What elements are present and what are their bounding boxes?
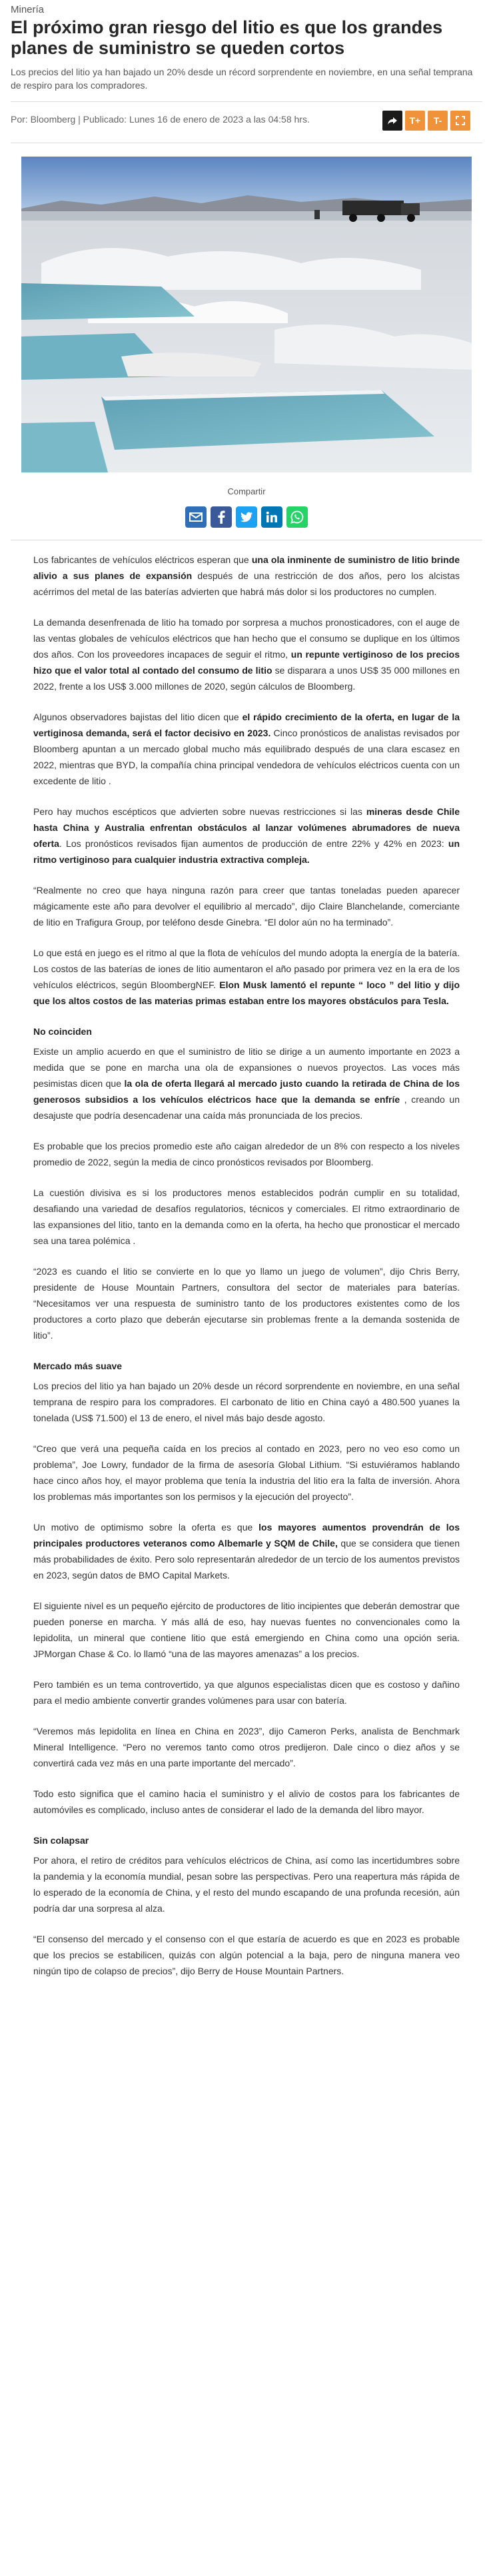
- article-paragraph: [33, 804, 460, 868]
- article-toolbar: [382, 111, 470, 131]
- text-run: “El consenso del mercado y el consenso con el que estaría de acuerdo es que en 2023 es probable que los precios se estabilicen, quizás con algún potencial a la baja, pero de ninguna manera veo ningún tipo de colapso de precios”, dijo Berry de House Mountain Partners.: [33, 1934, 460, 1976]
- article-paragraph: [33, 1852, 460, 1916]
- article-paragraph: [33, 1043, 460, 1123]
- bold-text: una ola inminente de suministro de litio brinde alivio a sus planes de expansión: [33, 554, 460, 581]
- article-body: [33, 552, 460, 1994]
- section-heading: Sin colapsar: [33, 1835, 89, 1846]
- twitter-icon[interactable]: [236, 506, 257, 528]
- section-label[interactable]: Minería: [11, 4, 45, 15]
- text-run: La demanda desenfrenada de litio ha tomado por sorpresa a muchos pronosticadores, con el auge de las ventas globales de vehículos eléctricos que han hecho que el consumo se duplique en los últimos dos años. Con los proveedores incapaces de seguir el ritmo,: [33, 617, 460, 660]
- text-run: Los precios del litio ya han bajado un 20% desde un récord sorprendente en noviembre, en una señal temprana de respiro para los compradores. El carbonato de litio en China cayó a 480.500 yuanes la tonelada (US$ 71.500) el 13 de enero, el nivel más bajo desde agosto.: [33, 1381, 460, 1423]
- hero-image: [21, 157, 472, 472]
- text-run: después de una restricción de dos años, pero los alcistas acérrimos del metal de las baterías advierten que habrá más dolor si los productores no cumplen.: [33, 570, 460, 597]
- article-paragraph: [33, 945, 460, 1009]
- text-run: “Realmente no creo que haya ninguna razón para creer que tantas toneladas pueden aparecer mágicamente este año para devolver el equilibrio al mercado”, dijo Claire Blanchelande, comerciante de litio en Trafigura Group, por teléfono desde Ginebra. “El dolor aún no ha terminado”.: [33, 885, 460, 928]
- text-run: . Los pronósticos revisados fijan aumentos de producción de entre 22% y 42% en 2023:: [59, 838, 448, 849]
- text-run: Todo esto significa que el camino hacia el suministro y el alivio de costos para los fabricantes de automóviles es complicado, incluso antes de considerar el lado de la demanda del libro mayor.: [33, 1788, 460, 1815]
- article-paragraph: [33, 1519, 460, 1583]
- section-heading: Mercado más suave: [33, 1361, 123, 1371]
- text-run: Existe un amplio acuerdo en que el suministro de litio se dirige a un aumento importante en 2023 a medida que se pone en marcha una ola de expansiones o nuevos proyectos. Las voces más pesimistas dicen que: [33, 1046, 460, 1089]
- article-paragraph: [33, 614, 460, 694]
- article-title: El próximo gran riesgo del litio es que los grandes planes de suministro se queden cortos: [11, 17, 443, 58]
- article-paragraph: [33, 1931, 460, 1979]
- share-label: Compartir: [227, 486, 266, 496]
- article-paragraph: [33, 1378, 460, 1426]
- byline: Por: Bloomberg | Publicado: Lunes 16 de enero de 2023 a las 04:58 hrs.: [11, 114, 310, 125]
- article-paragraph: [33, 1138, 460, 1170]
- text-run: “2023 es cuando el litio se convierte en lo que yo llamo un juego de volumen”, dijo Chris Berry, presidente de House Mountain Partners, consultora del sector de materiales para baterías. “Necesitamos ver una respuesta de suministro tanto de los productores existentes como de los productores a corto plazo que deberán ejecutarse sin problemas frente a la demanda sostenida de litio”.: [33, 1266, 460, 1341]
- bold-text: un repunte vertiginoso de los precios hizo que el valor total al contado del consumo de litio: [33, 649, 460, 676]
- email-icon[interactable]: [185, 506, 207, 528]
- text-run: Cinco pronósticos de analistas revisados por Bloomberg apuntan a un mercado global mucho más equilibrado después de una clara escasez en 2022, mientras que BYD, la compañía china principal vendedora de vehículos eléctricos cuenta con un excedente de litio .: [33, 728, 460, 786]
- font-decrease-button[interactable]: T-: [428, 111, 448, 131]
- article-paragraph: [33, 1185, 460, 1249]
- text-run: Algunos observadores bajistas del litio dicen que: [33, 712, 243, 722]
- bold-text: los mayores aumentos provendrán de los principales productores veteranos como Albemarle y SQM de Chile,: [33, 1522, 460, 1549]
- article-paragraph: [33, 1441, 460, 1505]
- text-run: Pero hay muchos escépticos que advierten sobre nuevas restricciones si las: [33, 806, 366, 817]
- text-run: Lo que está en juego es el ritmo al que la flota de vehículos del mundo adopta la energía de la batería. Los costos de las baterías de iones de litio aumentaron el año pasado por primera vez en la era de los vehículos eléctricos, según BloombergNEF.: [33, 948, 460, 990]
- text-run: “Veremos más lepidolita en línea en China en 2023”, dijo Cameron Perks, analista de Benchmark Mineral Intelligence. “Pero no veremos tanto como otros predijeron. Dale cinco o diez años y se convertirá cada vez más en una parte importante del mercado”.: [33, 1726, 460, 1768]
- article-subtitle: Los precios del litio ya han bajado un 20% desde un récord sorprendente en noviembre, en una señal temprana de respiro para los compradores.: [11, 67, 473, 91]
- text-run: Los fabricantes de vehículos eléctricos esperan que: [33, 554, 252, 565]
- text-run: Un motivo de optimismo sobre la oferta es que: [33, 1522, 259, 1533]
- bold-text: el rápido crecimiento de la oferta, en lugar de la vertiginosa demanda, será el factor decisivo en 2023.: [33, 712, 460, 738]
- share-arrow-icon[interactable]: [382, 111, 402, 131]
- text-run: , creando un desajuste que podría desencadenar una caída más pronunciada de los precios.: [33, 1094, 460, 1121]
- article-paragraph: [33, 882, 460, 930]
- text-run: “Creo que verá una pequeña caída en los precios al contado en 2023, pero no veo eso como un problema”, Joe Lowry, fundador de la firma de asesoría Global Lithium. “Si estuviéramos hablando hace cinco años hoy, el mayor problema que tenía la industria del litio era la falta de inversión. Ahora los problemas más importantes son los permisos y la ejecución del proyecto”.: [33, 1443, 460, 1502]
- facebook-icon[interactable]: [211, 506, 232, 528]
- share-buttons: [185, 506, 308, 528]
- linkedin-icon[interactable]: [261, 506, 282, 528]
- article-paragraph: [33, 1263, 460, 1343]
- divider: [11, 101, 482, 102]
- text-run: que se considera que tienen más probabilidades de éxito. Pero solo representarán alrededor de un tercio de los aumentos previstos en 2023, según datos de BMO Capital Markets.: [33, 1538, 460, 1581]
- article-paragraph: [33, 552, 460, 600]
- text-run: se disparara a unos US$ 35 000 millones en 2022, frente a los US$ 3.000 millones de 2020, según cálculos de Bloomberg.: [33, 665, 460, 692]
- text-run: Es probable que los precios promedio este año caigan alrededor de un 8% con respecto a los niveles promedio de 2022, según la media de cinco pronósticos revisados por Bloomberg.: [33, 1141, 460, 1167]
- whatsapp-icon[interactable]: [286, 506, 308, 528]
- section-heading: No coinciden: [33, 1026, 92, 1037]
- text-run: La cuestión divisiva es si los productores menos establecidos podrán cumplir en su totalidad, desafiando una variedad de desafíos regulatorios, técnicos y comerciales. El ritmo extraordinario de las expansiones del litio, tanto en la demanda como en la oferta, ha hecho que pronosticar el mercado sea una tarea polémica .: [33, 1187, 460, 1246]
- bold-text: mineras desde Chile hasta China y Australia enfrentan obstáculos al lanzar volúmenes abrumadores de nueva oferta: [33, 806, 460, 849]
- article-paragraph: [33, 1723, 460, 1771]
- text-run: Pero también es un tema controvertido, ya que algunos especialistas dicen que es costoso y dañino para el medio ambiente convertir grandes volúmenes para usar con batería.: [33, 1679, 460, 1706]
- font-increase-button[interactable]: T+: [405, 111, 425, 131]
- article-paragraph: [33, 1786, 460, 1818]
- text-run: Por ahora, el retiro de créditos para vehículos eléctricos de China, así como las incertidumbres sobre la pandemia y la economía mundial, pesan sobre las perspectivas. Pero una reapertura más rápida de lo esperado de la economía de China, y el resto del mundo escapando de una profunda recesión, aún podría dar una sorpresa al alza.: [33, 1855, 460, 1914]
- expand-icon[interactable]: [450, 111, 470, 131]
- article-paragraph: [33, 1676, 460, 1708]
- bold-text: un ritmo vertiginoso para cualquier industria extractiva compleja.: [33, 838, 460, 865]
- bold-text: la ola de oferta llegará al mercado justo cuando la retirada de China de los generosos subsidios a los vehículos eléctricos hace que la demanda se enfríe: [33, 1078, 460, 1105]
- article-paragraph: [33, 709, 460, 789]
- article-paragraph: [33, 1598, 460, 1662]
- bold-text: Elon Musk lamentó el repunte “ loco ” del litio y dijo que los altos costos de las materias primas estaban entre los mayores obstáculos para Tesla.: [33, 979, 460, 1006]
- text-run: El siguiente nivel es un pequeño ejército de productores de litio incipientes que deberán demostrar que pueden ponerse en marcha. Y más allá de eso, hay nuevas fuentes no convencionales como la lepidolita, un mineral que contiene litio que está emergiendo en China como una opción seria. JPMorgan Chase & Co. lo llamó “una de las mayores amenazas” a los precios.: [33, 1601, 460, 1659]
